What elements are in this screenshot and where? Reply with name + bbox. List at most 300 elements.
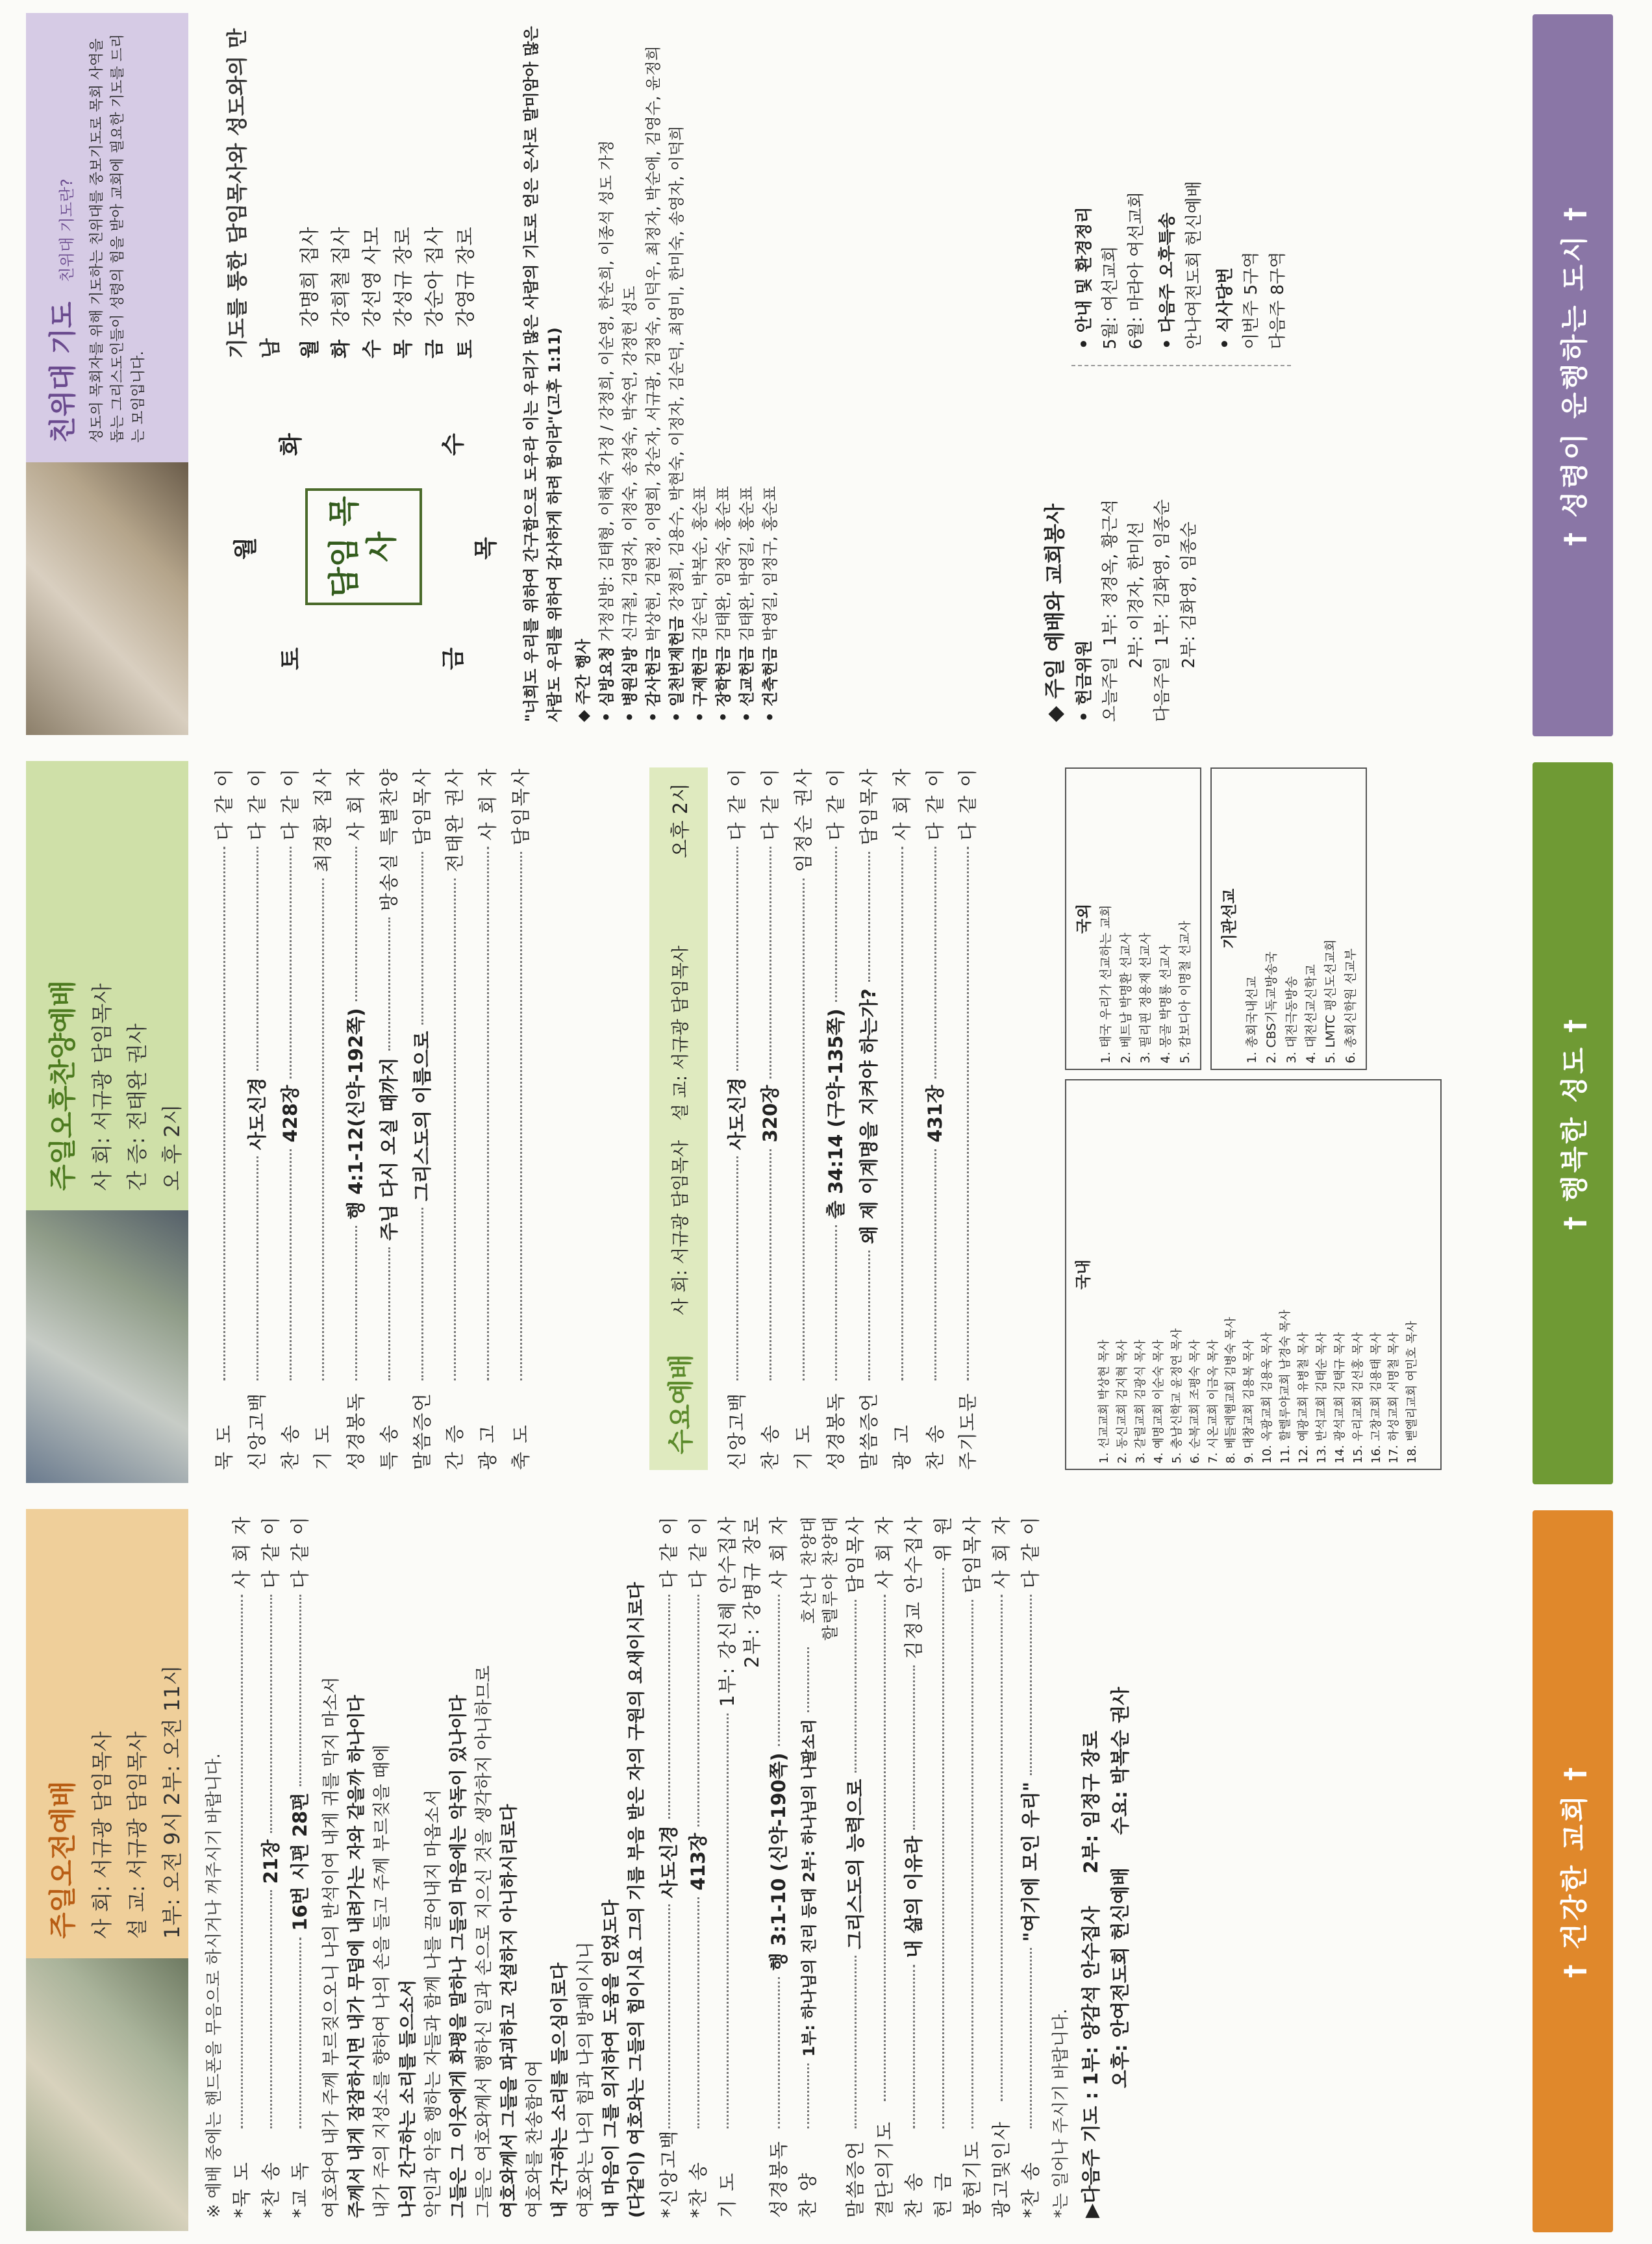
- leader-dots: [901, 847, 903, 1380]
- order-person: 사 회 자: [990, 1515, 1012, 1589]
- leader-dots: [803, 879, 805, 1380]
- wednesday-title: 수요예배: [666, 1354, 696, 1454]
- leader-dots: [1001, 1595, 1003, 2101]
- mission-item: 7. 시온교회 이금옥 목사: [1206, 1340, 1220, 1464]
- order-label: 신앙고백: [726, 1391, 748, 1470]
- news-label: • 선교헌금: [738, 646, 756, 722]
- order-label: 묵 도: [213, 1423, 235, 1470]
- mission-item: 3. 대전극동방송: [1284, 976, 1299, 1064]
- order-person: 사 회 자: [345, 767, 367, 841]
- panel1-band: † 건강한 교회 †: [1533, 1510, 1613, 2232]
- leader-dots: [270, 1890, 272, 2128]
- mission-item: 11. 할렐루야교회 남경숙 목사: [1279, 1309, 1293, 1464]
- order-label: 찬 송: [279, 1423, 301, 1470]
- order-row: [853, 767, 886, 1470]
- leader-dots: [736, 1156, 738, 1380]
- duty-col-right: [1071, 19, 1291, 366]
- psalm-line: 여호와를 찬송함이여: [525, 2060, 545, 2218]
- news-label: • 병원심방: [621, 646, 639, 722]
- order-person: 사 회 자: [231, 1515, 253, 1589]
- order-person: 다 같 이: [1019, 1515, 1042, 1589]
- order-label: 말씀증언: [844, 2139, 867, 2218]
- leader-dots: [454, 879, 456, 1380]
- order-label: 봉헌기도: [960, 2139, 983, 2218]
- mission-item: 2. CBS기독교방송국: [1264, 951, 1279, 1064]
- greeters-title: • 헌금위원: [1074, 640, 1094, 722]
- leader-dots: [835, 847, 837, 1002]
- prayer-header: [26, 13, 188, 462]
- news-item: [642, 19, 665, 722]
- order-label: *찬 송: [1019, 2161, 1042, 2218]
- roster-name: 강영규 장로: [455, 227, 478, 327]
- news-text: 박상현, 김현정, 이영희, 강순자, 서규광, 김정숙, 이덕우, 최정자, 박순애, 김영수, 윤정희: [644, 45, 662, 642]
- order-person: 임정순 권사: [792, 767, 814, 873]
- order-row: [787, 767, 820, 1470]
- leader-dots: [855, 1600, 857, 1773]
- mission-tables: [1065, 767, 1442, 1470]
- leader-dots: [697, 1897, 699, 2128]
- meal-line: 이번주 5구역: [1242, 251, 1262, 349]
- leader-dots: [668, 1904, 670, 2128]
- morning-order: [201, 1515, 1135, 2218]
- mission-item: 5. 캄보디아 이명철 선교사: [1177, 920, 1192, 1064]
- psalm-line: 나의 간구하는 소리를 들으소서: [397, 1979, 418, 2218]
- leader-dots: [487, 847, 489, 1380]
- order-person: 김정교 안수집사: [903, 1515, 925, 1660]
- psalm-line: 악인과 악을 행하는 자들과 함께 나를 끌어내지 마옵소서: [423, 1789, 444, 2218]
- order-person: 담임목사: [844, 1515, 867, 1594]
- service-duty-cols: [1071, 19, 1291, 722]
- order-row: [274, 767, 307, 1470]
- roster-name: 강성규 장로: [392, 227, 416, 327]
- psalm-line: 그들은 그 이웃에게 화평을 말하나 그들의 마음에는 악독이 있나이다: [448, 1695, 469, 2218]
- afternoon-host: 사 회: 서규광 담임목사: [90, 983, 114, 1191]
- order-row: [951, 767, 984, 1470]
- leader-dots: [421, 1208, 423, 1380]
- order-row: [684, 1515, 713, 2218]
- order-row: [241, 767, 274, 1470]
- order-person: 전태완 권사: [444, 767, 466, 873]
- panel3-band: † 성령이 운행하는 도시 †: [1533, 14, 1613, 736]
- order-label: *찬 송: [260, 2161, 282, 2218]
- mission-side: [1065, 767, 1442, 1070]
- mission-item: 10. 옥광교회 김용욱 목사: [1260, 1332, 1275, 1464]
- choir-photo: [26, 1958, 188, 2231]
- order-person: 1부: 강신혜 안수집사 2부: 강명규 장로: [716, 1515, 763, 1707]
- leader-dots: [913, 1665, 915, 1829]
- meal-title: • 식사당번: [1216, 267, 1236, 349]
- next-prayer: [1077, 1515, 1106, 2218]
- news-item: [665, 19, 688, 722]
- morning-title: 주일오전예배: [47, 1780, 79, 1939]
- panel-afternoon-wednesday: [0, 748, 1652, 1496]
- order-label: 성경봉독: [825, 1391, 847, 1470]
- order-row: [1016, 1515, 1045, 2218]
- news-item: [758, 19, 782, 722]
- order-row: [307, 767, 340, 1470]
- order-person: 담임목사: [509, 767, 532, 846]
- order-label: 광 고: [890, 1423, 913, 1470]
- order-label: 찬 송: [923, 1423, 946, 1470]
- order-row: [919, 767, 952, 1470]
- leader-dots: [257, 847, 258, 1071]
- order-person: 다 같 이: [686, 1515, 709, 1589]
- mission-item: 3. 갈릴교회 김광식 목사: [1133, 1340, 1147, 1464]
- roster-name: 강희철 집사: [330, 227, 353, 327]
- leader-dots: [223, 847, 225, 1380]
- panel-sunday-morning: [0, 1496, 1652, 2244]
- mission-item: 9. 대창교회 김용복 목사: [1242, 1340, 1257, 1464]
- leader-dots: [868, 1251, 870, 1380]
- order-row: [958, 1515, 987, 2218]
- roster-name: 강순아 집사: [423, 227, 447, 327]
- order-value: 출 34:14 (구약-135쪽): [825, 1008, 847, 1219]
- next-prayer-pm: 오후: 안여전도회 헌신예배: [1108, 1867, 1131, 2088]
- afternoon-witness: 간 증: 전태완 권사: [125, 1023, 149, 1191]
- order-label: *묵 도: [231, 2161, 253, 2218]
- leader-dots: [942, 1568, 944, 2128]
- order-label: 광 고: [477, 1423, 499, 1470]
- pastor-box: 담임 목사: [305, 488, 422, 605]
- order-value: 사도신경: [726, 1077, 748, 1151]
- news-text: 가정심방: 김태형, 이해숙 가정 / 강정희, 이순영, 한순희, 이종석 성도 가정: [597, 140, 616, 642]
- news-label: • 심방요청: [597, 646, 616, 722]
- order-person: 다 같 이: [758, 767, 781, 841]
- order-value: 행 3:1-10 (신약-190쪽): [768, 1752, 790, 1971]
- roster-row: [419, 19, 451, 358]
- afternoon-time: 오 후 2시: [160, 1104, 184, 1191]
- roster-row: [388, 19, 419, 358]
- wednesday-sermon: 설 교: 서규광 담임목사: [670, 945, 691, 1121]
- order-label: 특 송: [377, 1423, 400, 1470]
- order-row: [505, 767, 538, 1470]
- order-label: 기 도: [716, 2171, 738, 2218]
- prayer-roster: [221, 19, 482, 358]
- psalm-line: 여호와께서 그들을 파괴하고 건설하지 아니하시리로다: [499, 1804, 520, 2218]
- order-person: 방송실 특별찬양: [377, 767, 400, 912]
- leader-dots: [257, 1156, 258, 1380]
- order-label: 간 증: [444, 1423, 466, 1470]
- leader-dots: [388, 1247, 390, 1380]
- mission-item: 12. 예광교회 유병철 목사: [1296, 1332, 1310, 1464]
- mission-item: 17. 하성교회 서명철 목사: [1387, 1332, 1401, 1464]
- news-text: 강정희, 김용수, 박현숙, 이정자, 김순덕, 최영미, 한미숙, 송영자, 이덕희: [668, 125, 686, 612]
- order-row: [471, 767, 505, 1470]
- wednesday-order: [721, 767, 984, 1470]
- mission-item: 4. 몽골 박명룡 선교사: [1158, 944, 1173, 1064]
- order-row: [655, 1515, 684, 2218]
- prayer-subtitle: 기도를 통한 담임목사와 성도와의 만남: [225, 28, 283, 358]
- order-label: 신앙고백: [245, 1391, 268, 1470]
- mission-foreign-label: 국외: [1075, 903, 1093, 934]
- psalm-line: (다같이) 여호와는 그들의 힘이시요 그의 기름 부음 받은 자의 구원의 요새이시로다: [626, 1582, 647, 2218]
- leader-dots: [1030, 1595, 1032, 1775]
- order-label: *교 독: [289, 2161, 312, 2218]
- psalm-line: 내 간구하는 소리를 들으심이로다: [550, 1962, 571, 2218]
- leader-dots: [299, 1938, 301, 2128]
- order-person: 최경환 집사: [312, 767, 334, 873]
- news-item: [735, 19, 758, 722]
- panel-prayer-guard: [0, 0, 1652, 748]
- leader-dots: [855, 1956, 857, 2128]
- order-value: 사도신경: [657, 1825, 680, 1899]
- greeters-line: 2부: 김화영, 임종순: [1179, 521, 1199, 722]
- order-label: 성경봉독: [345, 1391, 367, 1470]
- next-prayer-wed: 수요: 박복순 권사: [1108, 1687, 1131, 1835]
- cross-day: 토: [278, 647, 305, 670]
- psalm-line: 여호와여 내가 주께 부르짖으오니 나의 반석이여 내게 귀를 막지 마소서: [321, 1677, 342, 2218]
- next-pm-title: • 다음주 오후특송: [1158, 212, 1178, 349]
- order-label: 헌 금: [931, 2171, 954, 2218]
- roster-day: 금: [423, 340, 447, 358]
- order-person: 다 같 이: [825, 767, 847, 841]
- order-person: 담임목사: [960, 1515, 983, 1594]
- leader-dots: [971, 1600, 973, 2128]
- roster-day: 월: [299, 340, 322, 358]
- mission-item: 14. 광석교회 김택규 목사: [1333, 1332, 1347, 1464]
- leader-dots: [913, 1965, 915, 2128]
- news-text: 김순덕, 박복순, 홍순표: [691, 486, 709, 642]
- roster-row: [295, 19, 326, 358]
- next-prayer-label: ▶다음주 기도 :: [1079, 2091, 1102, 2218]
- order-row: [227, 1515, 257, 2218]
- order-row: [721, 767, 754, 1470]
- order-label: 결단의기도: [873, 2120, 896, 2218]
- prayer-title: 친위대 기도: [47, 301, 79, 443]
- morning-header: [26, 1509, 188, 1958]
- psalm-reading: [319, 1515, 649, 2218]
- prayer-cross-diagram: [227, 410, 500, 683]
- next-prayer-1: 1부: 양감석 안수집사: [1079, 1906, 1102, 2086]
- order-row: [886, 767, 919, 1470]
- order-row: [929, 1515, 958, 2218]
- afternoon-order: [208, 767, 538, 1470]
- psalm-line: 주께서 내게 잠잠하시면 내가 무덤에 내려가는 자와 같을까 하나이다: [347, 1695, 368, 2218]
- order-row: [764, 1515, 794, 2218]
- order-row: [208, 767, 241, 1470]
- order-person: 다 같 이: [279, 767, 301, 841]
- news-text: 김태완, 박영길, 홍순표: [738, 486, 756, 642]
- mission-org-table: [1210, 767, 1367, 1070]
- mission-org-label: 기관선교: [1220, 888, 1239, 949]
- cross-day: 화: [278, 433, 305, 456]
- order-person: 다 같 이: [213, 767, 235, 841]
- order-value: 그리스도의 능력으로: [844, 1778, 867, 1950]
- mission-item: 8. 베들레헴교회 김병숙 목사: [1224, 1317, 1238, 1464]
- greeters-line: 다음주일 1부: 김화영, 임종순: [1153, 499, 1173, 722]
- mission-item: 5. 충남신학교 윤정연 목사: [1170, 1328, 1184, 1464]
- roster-day: 목: [392, 340, 416, 358]
- leader-dots: [778, 1977, 780, 2128]
- phone-notice: ※ 예배 중에는 핸드폰을 무음으로 하시거나 꺼주시기 바랍니다.: [205, 1753, 224, 2218]
- roster-name: 강선영 사모: [361, 227, 384, 327]
- roster-row: [357, 19, 388, 358]
- order-person: 다 같 이: [726, 767, 748, 841]
- order-label: 광고및인사: [990, 2120, 1012, 2218]
- leader-dots: [868, 852, 870, 982]
- cross-day: 금: [440, 647, 467, 670]
- psalm-line: 내가 주의 지성소를 향하여 나의 손을 들고 주께 부르짖을 때에: [372, 1744, 393, 2218]
- service-duty: [1039, 19, 1291, 722]
- order-person: 다 같 이: [657, 1515, 680, 1589]
- order-label: 기 도: [792, 1423, 814, 1470]
- news-text: 박영길, 임정구, 홍순표: [761, 486, 779, 642]
- leader-dots: [520, 852, 522, 1380]
- roster-name: 강명희 집사: [299, 227, 322, 327]
- mission-item: 16. 고창교회 김용태 목사: [1369, 1332, 1383, 1464]
- service-duty-title: ◆ 주일 예배와 교회봉사: [1042, 503, 1067, 722]
- order-row: [794, 1515, 841, 2218]
- leader-dots: [290, 847, 292, 1078]
- mission-item: 13. 반석교회 김태순 목사: [1314, 1332, 1329, 1464]
- order-person: 사 회 자: [768, 1515, 790, 1589]
- mission-item: 15. 우리교회 김선홍 목사: [1351, 1332, 1365, 1464]
- leader-dots: [727, 1714, 729, 2128]
- order-value: 주님 다시 오실 때까지: [377, 1057, 400, 1241]
- leader-dots: [355, 847, 357, 1001]
- leader-dots: [736, 847, 738, 1071]
- next-prayer-extra: [1106, 1515, 1135, 2218]
- mission-item: 6. 총회신학원 선교부: [1343, 948, 1358, 1064]
- order-row: [406, 767, 439, 1470]
- order-person: 담임목사: [858, 767, 880, 846]
- meal-line: 다음주 8구역: [1268, 251, 1288, 349]
- bible-verse: "너희도 우리를 위하여 간구함으로 도우라 이는 우리가 많은 사람의 기도로 얻은 은사로 말미암아 많은 사람도 우리를 위하여 감사하게 하려 함이라"(고후 1:11): [522, 26, 564, 722]
- order-label: 기 도: [312, 1423, 334, 1470]
- roster-row: [326, 19, 357, 358]
- fellowship-photo: [26, 462, 188, 735]
- order-value: 사도신경: [245, 1077, 268, 1151]
- leader-dots: [355, 1226, 357, 1380]
- news-label: • 일천번제헌금: [668, 616, 686, 722]
- panel2-band: † 행복한 성도 †: [1533, 762, 1613, 1484]
- order-label: 주기도문: [957, 1391, 979, 1470]
- leader-dots: [290, 1149, 292, 1380]
- psalm-line: 내 마음이 그를 의지하여 도움을 얻었도다: [601, 1899, 621, 2218]
- mission-foreign-table: [1065, 767, 1201, 1070]
- mission-domestic-table: [1065, 1079, 1442, 1470]
- news-item: [712, 19, 735, 722]
- roster-day: 수: [361, 340, 384, 358]
- news-item: [618, 19, 642, 722]
- order-value: 내 삶의 이유라: [903, 1836, 925, 1958]
- afternoon-title: 주일오후찬양예배: [47, 980, 79, 1191]
- order-value: 21장: [260, 1839, 282, 1884]
- leader-dots: [884, 1595, 886, 2101]
- next-prayer-2: 2부: 임정구 장로: [1079, 1730, 1102, 1874]
- order-person: 위 원: [931, 1515, 954, 1562]
- afternoon-header: [26, 761, 188, 1210]
- order-label: 말씀증언: [410, 1391, 433, 1470]
- order-value: 413장: [686, 1832, 709, 1891]
- psalm-line: 그들은 여호와께서 행하신 일과 손으로 지으신 것을 생각하지 아니하므로: [473, 1665, 494, 2218]
- news-text: 김태완, 임정숙, 홍순표: [714, 486, 732, 642]
- cross-day: 목: [473, 537, 499, 560]
- leader-dots: [299, 1595, 301, 1786]
- leader-dots: [770, 847, 771, 1078]
- prayer-desc: 성도의 목회자를 위해 기도하는 친위대를 중보기도로 목회 사역을 돕는 그리스도인들이 성령의 힘을 받아 교회에 필요한 기도를 드리는 모임입니다.: [89, 34, 147, 443]
- news-label: • 건축헌금: [761, 646, 779, 722]
- mission-item: 1. 태국 우리가 선교하는 교회: [1099, 904, 1114, 1064]
- news-label: • 장학헌금: [714, 646, 732, 722]
- mission-item: 1. 총회국내선교: [1244, 976, 1259, 1064]
- leader-dots: [668, 1595, 670, 1819]
- order-row: [841, 1515, 870, 2218]
- guide-line: 5월: 여선교회: [1100, 245, 1120, 349]
- leader-dots: [967, 847, 969, 1380]
- leader-dots: [778, 1595, 780, 1746]
- wednesday-host: 사 회: 서규광 담임목사: [670, 1140, 691, 1315]
- order-person: 다 같 이: [289, 1515, 312, 1589]
- order-label: 성경봉독: [768, 2139, 790, 2218]
- weekly-news: [519, 19, 782, 722]
- mission-item: 2. 베트남 박명환 선교사: [1118, 932, 1133, 1064]
- next-pm-text: 안나여전도회 헌신예배: [1184, 181, 1204, 349]
- order-row: [373, 767, 406, 1470]
- leader-dots: [697, 1595, 699, 1826]
- congregation-photo: [26, 1210, 188, 1483]
- order-label: 축 도: [509, 1423, 532, 1470]
- morning-times: 1부: 오전 9시 2부: 오전 11시: [160, 1665, 184, 1939]
- roster-day: 토: [455, 340, 478, 358]
- greeters-line: 2부: 이경자, 한미선: [1127, 521, 1147, 722]
- mission-item: 4. 대전선교신학교: [1303, 964, 1318, 1064]
- leader-dots: [322, 879, 324, 1380]
- order-value: "여기에 모인 우리": [1019, 1781, 1042, 1942]
- order-row: [987, 1515, 1016, 2218]
- order-row: [286, 1515, 315, 2218]
- mission-domestic-label: 국내: [1074, 1259, 1092, 1290]
- leader-dots: [934, 1149, 936, 1380]
- leader-dots: [807, 1647, 809, 1712]
- news-label: • 감사헌금: [644, 646, 662, 722]
- news-heading: ◆ 주간 행사: [574, 639, 592, 722]
- mission-item: 2. 동신교회 김지혁 목사: [1116, 1340, 1130, 1464]
- prayer-question: 친위대 기도란?: [58, 179, 76, 282]
- wednesday-header: [649, 767, 708, 1470]
- order-label: 말씀증언: [858, 1391, 880, 1470]
- cross-day: 수: [440, 433, 467, 456]
- roster-row: [451, 19, 482, 358]
- order-person: 호산나 찬양대 할렐루야 찬양대: [799, 1515, 840, 1641]
- cross-day: 월: [232, 537, 259, 560]
- wednesday-time: 오후 2시: [670, 783, 692, 858]
- leader-dots: [807, 2063, 809, 2128]
- order-row: [713, 1515, 764, 2218]
- leader-dots: [1030, 1949, 1032, 2129]
- order-label: *신앙고백: [657, 2129, 680, 2218]
- order-person: 다 같 이: [923, 767, 946, 841]
- news-text: 신규철, 김영자, 이정숙, 송정숙, 박숙연, 강정헌 성도: [621, 286, 639, 642]
- order-person: 다 같 이: [245, 767, 268, 841]
- stand-note: *는 일어나 주시기 바랍니다.: [1051, 2008, 1071, 2218]
- order-value: 16번 시편 28편: [289, 1792, 312, 1931]
- leader-dots: [388, 917, 390, 1051]
- mission-item: 18. 벧엘리교회 여민호 목사: [1405, 1321, 1420, 1464]
- order-row: [870, 1515, 899, 2218]
- order-row: [438, 767, 471, 1470]
- leader-dots: [421, 852, 423, 1025]
- order-person: 다 같 이: [957, 767, 979, 841]
- order-value: 그리스도의 이름으로: [410, 1030, 433, 1202]
- order-row: [820, 767, 853, 1470]
- mission-item: 5. LMTC 평신도선교회: [1323, 939, 1338, 1064]
- order-row: [754, 767, 787, 1470]
- guide-title: • 안내 및 환경정리: [1074, 206, 1094, 349]
- order-value: 행 4:1-12(신약-192쪽): [345, 1008, 367, 1220]
- order-row: [257, 1515, 286, 2218]
- order-person: 사 회 자: [890, 767, 913, 841]
